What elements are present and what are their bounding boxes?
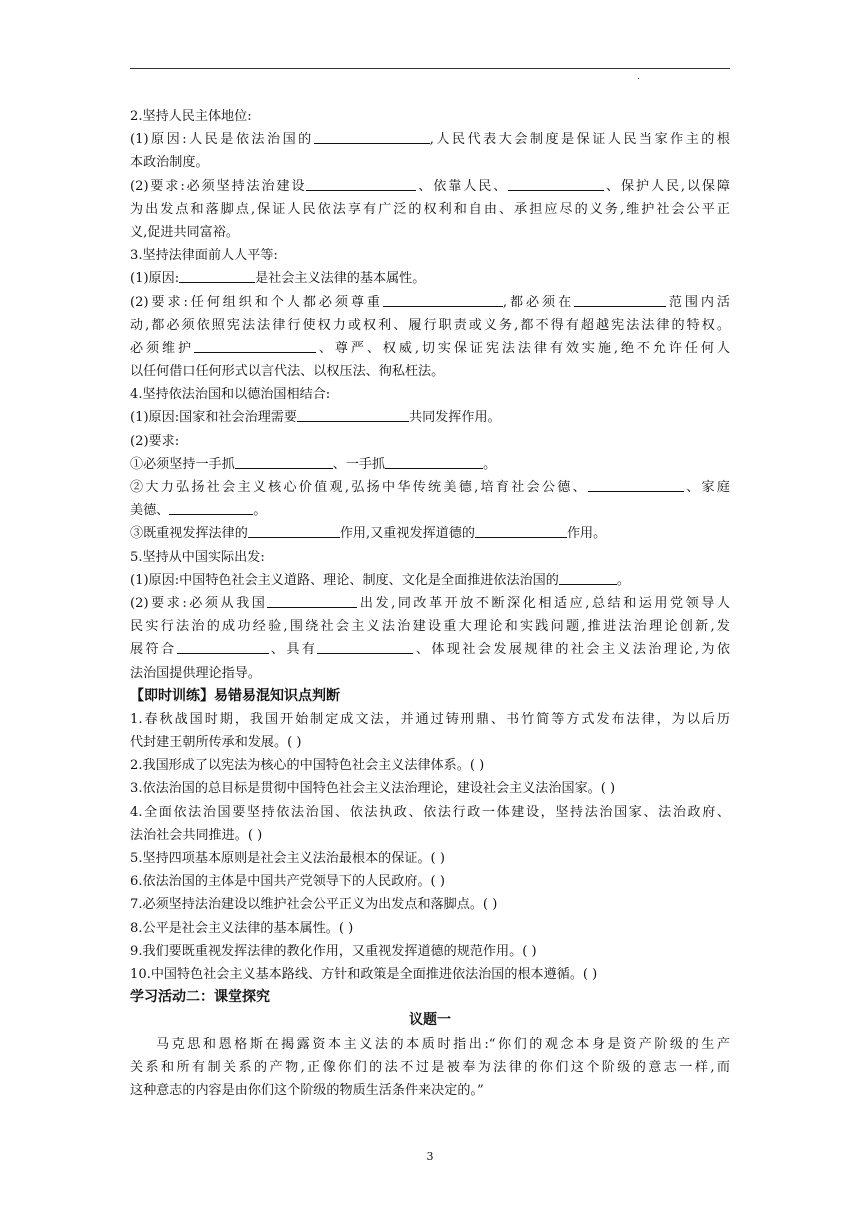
answer-blank[interactable] [179, 268, 255, 283]
question-item: 7.必须坚持法治建设以维护社会公平正义为出发点和落脚点。( ) [130, 897, 498, 913]
heading-4: 4.坚持依法治国和以德治国相结合: [130, 387, 331, 403]
document-body [130, 105, 730, 1102]
answer-blank[interactable] [306, 176, 416, 191]
answer-blank[interactable] [235, 454, 333, 469]
question-item: 10.中国特色社会主义基本路线、方针和政策是全面推进依法治国的根本遵循。( ) [130, 966, 598, 982]
answer-blank[interactable] [383, 292, 503, 307]
paragraph-line: ③既重视发挥法律的 作用,又重视发挥道德的 作用。 [130, 522, 730, 545]
question-item: 4.全面依法治国要坚持依法治国、依法执政、依法行政一体建设，坚持法治国家、法治政府、 [130, 804, 730, 820]
question-item: 3.依法治国的总目标是贯彻中国特色社会主义法治理论，建设社会主义法治国家。( ) [130, 781, 616, 797]
paragraph-line: 本政治制度。 [130, 155, 209, 171]
question-item: 8.公平是社会主义法律的基本属性。( ) [130, 920, 354, 936]
paragraph-line: 展符合 、具有 、体现社会发展规律的社会主义法治理论,为依 [130, 638, 730, 661]
question-item: 5.坚持四项基本原则是社会主义法治最根本的保证。( ) [130, 851, 445, 866]
answer-blank[interactable] [317, 639, 413, 654]
paragraph-line: 义,促进共同富裕。 [130, 224, 239, 240]
answer-blank[interactable] [559, 570, 617, 585]
answer-blank[interactable] [248, 523, 340, 538]
answer-blank[interactable] [297, 407, 409, 422]
answer-blank[interactable] [194, 338, 316, 353]
question-item: 2.我国形成了以宪法为核心的中国特色社会主义法律体系。( ) [130, 758, 485, 774]
quote-paragraph: 关系和所有制关系的产物,正像你们的法不过是被奉为法律的你们这个阶级的意志一样,而 [130, 1059, 730, 1075]
heading-5: 5.坚持从中国实际出发: [130, 549, 265, 565]
answer-blank[interactable] [314, 129, 430, 144]
answer-blank[interactable] [475, 523, 567, 538]
paragraph-line: ②大力弘扬社会主义核心价值观,弘扬中华传统美德,培育社会公德、 、家庭 [130, 476, 730, 499]
document-page [130, 0, 730, 1216]
paragraph-line: 必须维护 、尊严、权威,切实保证宪法法律有效实施,绝不允许任何人 [130, 337, 730, 360]
paragraph-line: (1)原因:中国特色社会主义道路、理论、制度、文化是全面推进依法治国的 。 [130, 569, 730, 592]
paragraph-line: (2)要求:必须从我国 出发,同改革开放不断深化相适应,总结和运用党领导人 [130, 592, 730, 615]
section-title-activity: 学习活动二：课堂探究 [130, 989, 270, 1006]
paragraph-line: 为出发点和落脚点,保证人民依法享有广泛的权利和自由、承担应尽的义务,维护社会公平正 [130, 201, 730, 217]
question-item: 法治社会共同推进。( ) [130, 827, 263, 843]
paragraph-line: 以任何借口任何形式以言代法、以权压法、徇私枉法。 [130, 364, 445, 380]
question-item: 代封建王朝所传承和发展。( ) [130, 735, 302, 751]
header-mark: . [637, 72, 640, 82]
header-rule [130, 68, 730, 69]
answer-blank[interactable] [508, 176, 604, 191]
quote-paragraph: 马克思和恩格斯在揭露资本主义法的本质时指出:“你们的观念本身是资产阶级的生产 [156, 1036, 730, 1052]
heading-2: 2.坚持人民主体地位: [130, 109, 252, 124]
page-number: 3 [426, 1150, 434, 1163]
paragraph-line: (2)要求: [130, 433, 180, 449]
question-item: 1.春秋战国时期，我国开始制定成文法，并通过铸刑鼎、书竹简等方式发布法律，为以后历 [130, 711, 730, 727]
answer-blank[interactable] [267, 593, 357, 608]
section-title-training: 【即时训练】易错易混知识点判断 [130, 687, 340, 704]
paragraph-line: 动,都必须依照宪法法律行使权力或权利、履行职责或义务,都不得有超越宪法法律的特权。 [130, 317, 730, 333]
quote-paragraph: 这种意志的内容是由你们这个阶级的物质生活条件来决定的。” [130, 1082, 484, 1098]
topic-title: 议题一 [409, 1012, 451, 1029]
paragraph-line: (1)原因: 是社会主义法律的基本属性。 [130, 267, 730, 290]
paragraph-line: 民实行法治的成功经验,围绕社会主义法治建设重大理论和实践问题,推进法治理论创新,发 [130, 619, 730, 635]
paragraph-line: 美德、 。 [130, 499, 730, 522]
paragraph-line: (1)原因:国家和社会治理需要 共同发挥作用。 [130, 406, 730, 429]
answer-blank[interactable] [588, 477, 684, 492]
paragraph-line: (1)原因:人民是依法治国的 ,人民代表大会制度是保证人民当家作主的根 [130, 128, 730, 151]
answer-blank[interactable] [177, 639, 269, 654]
question-item: 9.我们要既重视发挥法律的教化作用，又重视发挥道德的规范作用。( ) [130, 943, 537, 959]
paragraph-line: (2)要求:任何组织和个人都必须尊重 ,都必须在 范围内活 [130, 291, 730, 314]
answer-blank[interactable] [169, 500, 253, 515]
paragraph-line: ①必须坚持一手抓 、一手抓 。 [130, 453, 730, 476]
answer-blank[interactable] [574, 292, 666, 307]
answer-blank[interactable] [385, 454, 483, 469]
paragraph-line: (2)要求:必须坚持法治建设 、依靠人民、 、保护人民,以保障 [130, 175, 730, 198]
question-item: 6.依法治国的主体是中国共产党领导下的人民政府。( ) [130, 874, 445, 890]
paragraph-line: 法治国提供理论指导。 [130, 665, 261, 681]
heading-3: 3.坚持法律面前人人平等: [130, 248, 278, 264]
